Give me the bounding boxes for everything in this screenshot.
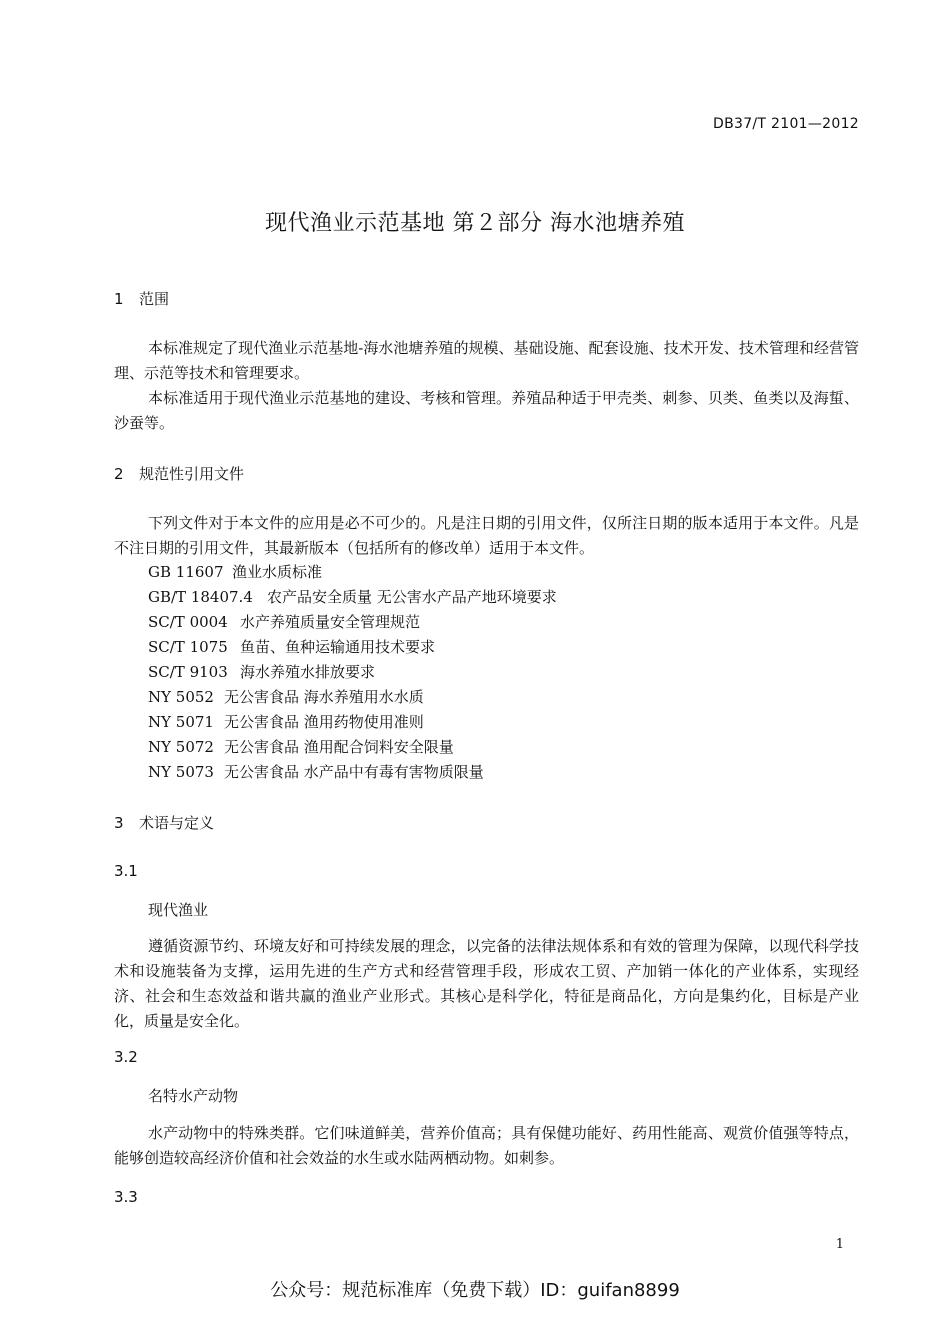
reference-code: SC/T 9103 [148,663,228,681]
page-title: 现代渔业示范基地 第２部分 海水池塘养殖 [265,211,685,236]
reference-item [148,636,435,657]
reference-name: 无公害食品 水产品中有毒有害物质限量 [224,763,484,781]
clause-number: 3.2 [114,1048,138,1066]
reference-item [148,711,424,732]
reference-code: NY 5071 [148,713,214,731]
reference-name: 水产养殖质量安全管理规范 [240,613,421,631]
reference-code: NY 5052 [148,688,214,706]
reference-name: 渔业水质标准 [232,563,323,581]
reference-name: 海水养殖水排放要求 [240,663,376,681]
section-number: 3 [114,814,124,832]
reference-name: 无公害食品 海水养殖用水水质 [224,688,424,706]
reference-code: NY 5073 [148,763,214,781]
reference-item [148,586,557,607]
reference-item [148,736,454,757]
term-definition: 水产动物中的特殊类群。它们味道鲜美，营养价值高；具有保健功能好、药用性能高、观赏价值强等特点，能够创造较高经济价值和社会效益的水生或水陆两栖动物。如刺参。 [114,1124,859,1167]
reference-code: GB/T 18407.4 [148,588,253,606]
reference-name: 鱼苗、鱼种运输通用技术要求 [240,638,436,656]
reference-item [148,561,322,582]
section-1-heading [114,288,169,309]
section-title: 范围 [139,290,170,308]
section-3-heading [114,812,214,833]
section-2-paragraph-1: 下列文件对于本文件的应用是必不可少的。凡是注日期的引用文件，仅所注日期的版本适用于本文件。凡是不注日期的引用文件，其最新版本（包括所有的修改单）适用于本文件。 [114,514,859,557]
clause-number: 3.1 [114,862,138,880]
reference-code: GB 11607 [148,563,224,581]
reference-name: 无公害食品 渔用配合饲料安全限量 [224,738,454,756]
reference-name: 无公害食品 渔用药物使用准则 [224,713,424,731]
reference-item [148,611,420,632]
reference-item [148,761,484,782]
term-definition: 遵循资源节约、环境友好和可持续发展的理念，以完备的法律法规体系和有效的管理为保障，以现代科学技术和设施装备为支撑，运用先进的生产方式和经营管理手段，形成农工贸、产加销一体化的产业体系，实现经济、社会和生态效益和谐共赢的渔业产业形式。其核心是科学化，特征是商品化，方向是集约化，目标是产业化，质量是安全化。 [114,937,859,1030]
section-1-paragraph-1: 本标准规定了现代渔业示范基地-海水池塘养殖的规模、基础设施、配套设施、技术开发、技术管理和经营管理、示范等技术和管理要求。 [114,339,859,382]
reference-code: SC/T 0004 [148,613,228,631]
reference-name: 农产品安全质量 无公害水产品产地环境要求 [267,588,557,606]
clause-number: 3.3 [114,1188,138,1206]
reference-item [148,661,375,682]
section-2-heading [114,463,244,484]
section-number: 1 [114,290,124,308]
reference-code: SC/T 1075 [148,638,228,656]
reference-code: NY 5072 [148,738,214,756]
term-title: 现代渔业 [148,901,209,919]
section-number: 2 [114,465,124,483]
page-number: 1 [835,1237,844,1252]
section-1-paragraph-2: 本标准适用于现代渔业示范基地的建设、考核和管理。养殖品种适于甲壳类、刺参、贝类、鱼类以及海蜇、沙蚕等。 [114,389,859,432]
doc-code: DB37/T 2101—2012 [713,116,859,132]
reference-item [148,686,424,707]
footer-watermark: 公众号：规范标准库（免费下载）ID：guifan8899 [270,1280,680,1301]
term-title: 名特水产动物 [148,1087,239,1105]
section-title: 规范性引用文件 [139,465,245,483]
section-title: 术语与定义 [139,814,215,832]
